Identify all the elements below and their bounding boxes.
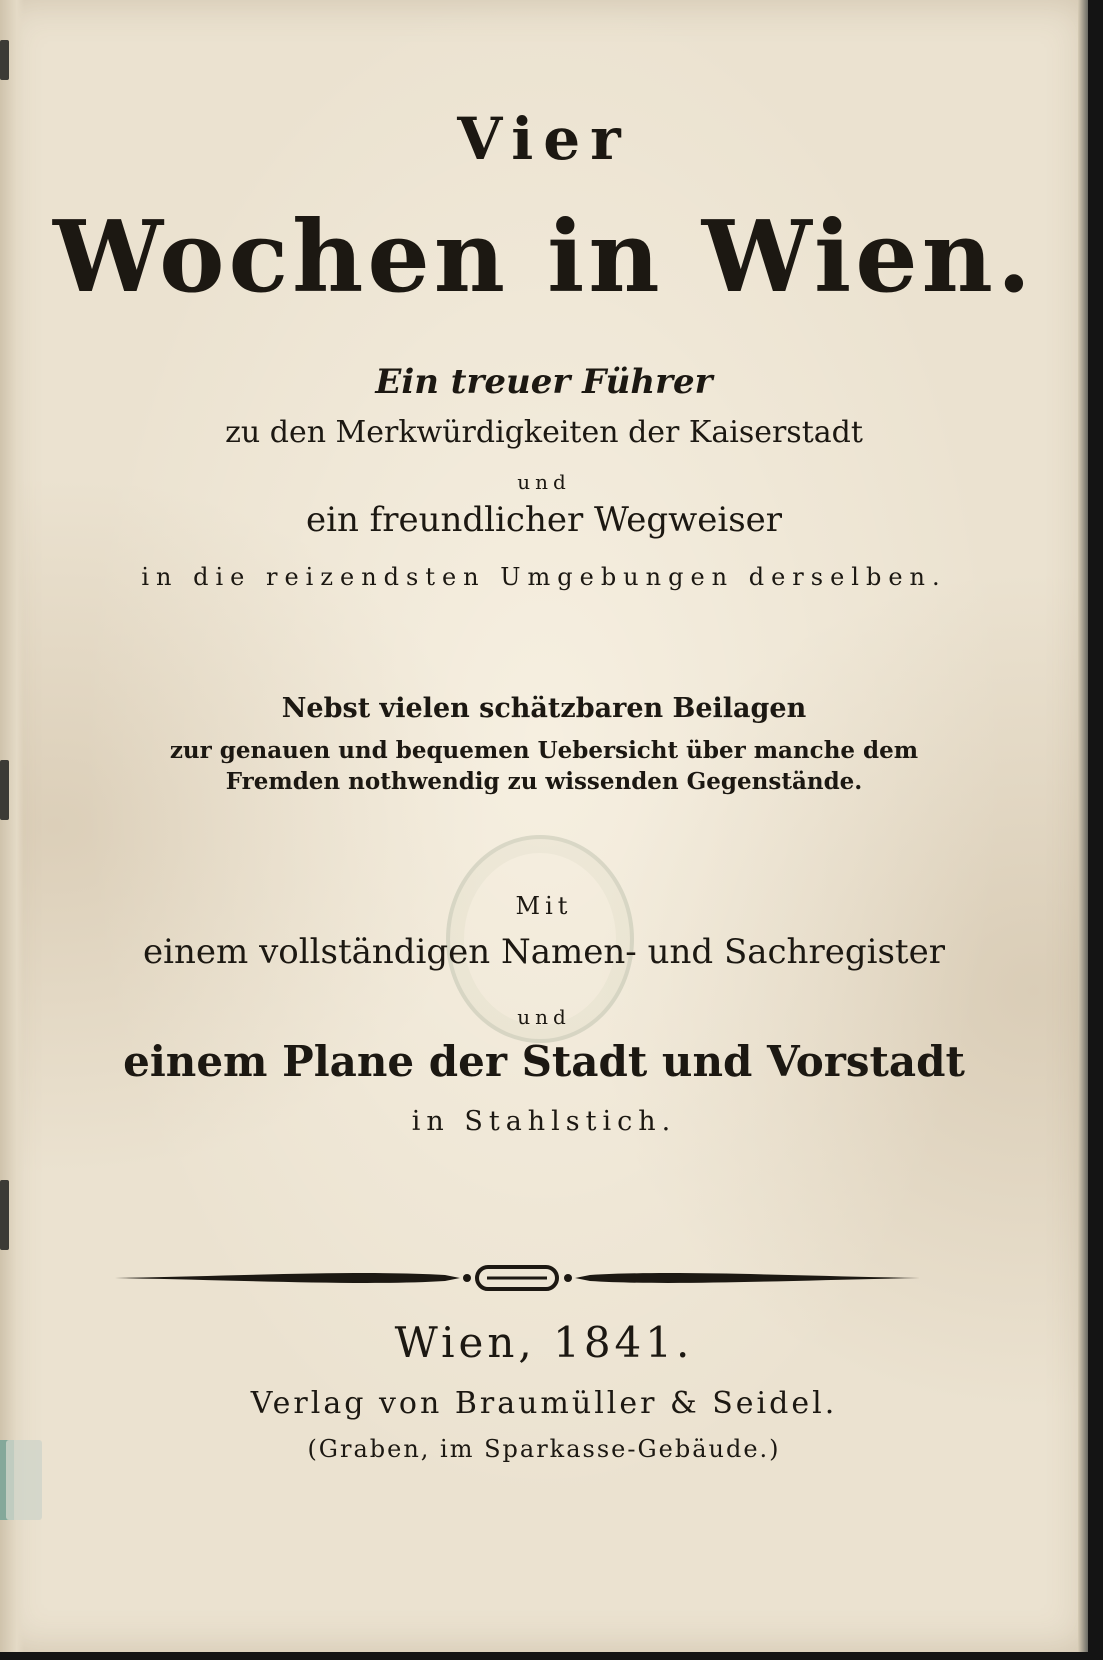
supplements-line-2: zur genauen und bequemen Uebersicht über manche dem [169,737,919,764]
supplements-line-1: Nebst vielen schätzbaren Beilagen [281,693,807,724]
title-line-1: Vier [457,105,631,173]
subtitle-line-4: ein freundlicher Wegweiser [305,500,783,540]
extras-line-1: Mit [515,892,573,920]
binding-thread [0,40,9,80]
ornamental-rule [115,1258,920,1298]
extras-line-3: und [517,1005,571,1029]
subtitle-line-5: in die reizendsten Umgebungen derselben. [141,563,947,591]
imprint-place-year: Wien, 1841. [394,1318,694,1367]
supplements-line-3: Fremden nothwendig zu wissenden Gegenstände. [225,768,863,795]
imprint-publisher: Verlag von Braumüller & Seidel. [250,1386,838,1421]
imprint-address: (Graben, im Sparkasse-Gebäude.) [307,1435,781,1463]
subtitle-line-1: Ein treuer Führer [375,362,713,402]
extras-line-2: einem vollständigen Namen- und Sachregister [143,932,945,972]
title-line-2: Wochen in Wien. [53,200,1035,315]
extras-line-4: einem Plane der Stadt und Vorstadt [123,1037,965,1086]
subtitle-line-2: zu den Merkwürdigkeiten der Kaiserstadt [225,415,863,450]
extras-line-5: in Stahlstich. [411,1106,677,1137]
binding-thread [0,1180,9,1250]
subtitle-line-3: und [517,470,571,494]
